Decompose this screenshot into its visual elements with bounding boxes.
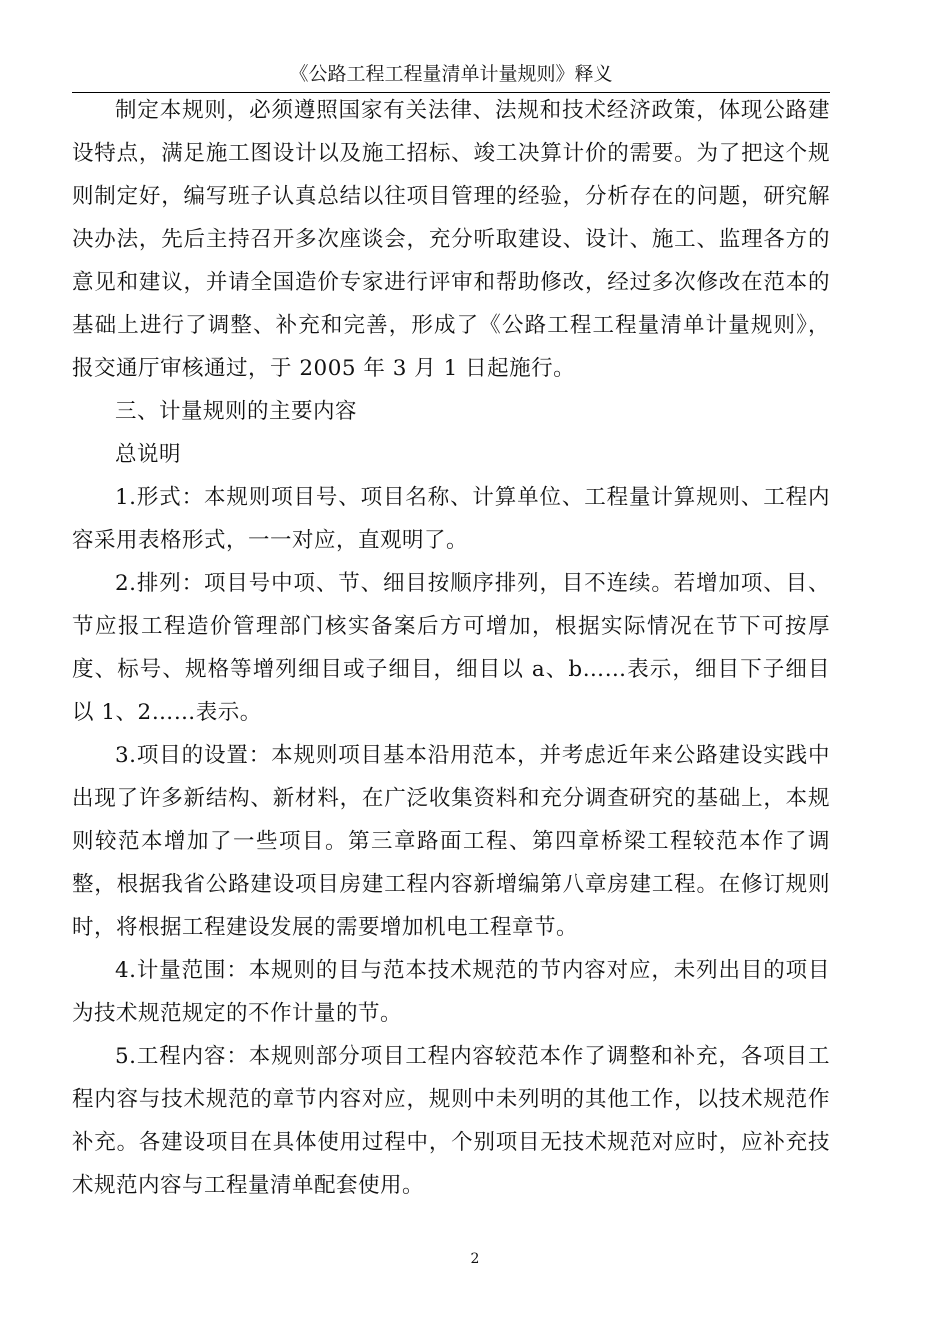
page-number: 2 [470, 1251, 480, 1267]
document-body [72, 89, 830, 1207]
subsection-heading: 总说明 [115, 442, 182, 467]
page-header-title: 《公路工程工程量清单计量规则》释义 [289, 63, 613, 85]
paragraph-item-4: 4.计量范围：本规则的目与范本技术规范的节内容对应，未列出目的项目为技术规范规定的不作计量的节。 [72, 958, 830, 1026]
paragraph-intro: 制定本规则，必须遵照国家有关法律、法规和技术经济政策，体现公路建设特点，满足施工图设计以及施工招标、竣工决算计价的需要。为了把这个规则制定好，编写班子认真总结以往项目管理的经验，分析存在的问题，研究解决办法，先后主持召开多次座谈会，充分听取建设、设计、施工、监理各方的意见和建议，并请全国造价专家进行评审和帮助修改，经过多次修改在范本的基础上进行了调整、补充和完善，形成了《公路工程工程量清单计量规则》，报交通厅审核通过，于 2005 年 3 月 1 日起施行。 [72, 98, 830, 381]
paragraph-item-5: 5.工程内容：本规则部分项目工程内容较范本作了调整和补充，各项目工程内容与技术规范的章节内容对应，规则中未列明的其他工作，以技术规范作补充。各建设项目在具体使用过程中，个别项目无技术规范对应时，应补充技术规范内容与工程量清单配套使用。 [72, 1044, 830, 1198]
paragraph-item-1: 1.形式：本规则项目号、项目名称、计算单位、工程量计算规则、工程内容采用表格形式，一一对应，直观明了。 [72, 485, 830, 553]
section-heading: 三、计量规则的主要内容 [115, 399, 358, 424]
paragraph-item-2: 2.排列：项目号中项、节、细目按顺序排列，目不连续。若增加项、目、节应报工程造价管理部门核实备案后方可增加，根据实际情况在节下可按厚度、标号、规格等增列细目或子细目，细目以 a、b……表示，细目下子细目以 1、2……表示。 [72, 571, 830, 725]
paragraph-item-3: 3.项目的设置：本规则项目基本沿用范本，并考虑近年来公路建设实践中出现了许多新结构、新材料，在广泛收集资料和充分调查研究的基础上，本规则较范本增加了一些项目。第三章路面工程、第四章桥梁工程较范本作了调整，根据我省公路建设项目房建工程内容新增编第八章房建工程。在修订规则时，将根据工程建设发展的需要增加机电工程章节。 [72, 743, 830, 940]
